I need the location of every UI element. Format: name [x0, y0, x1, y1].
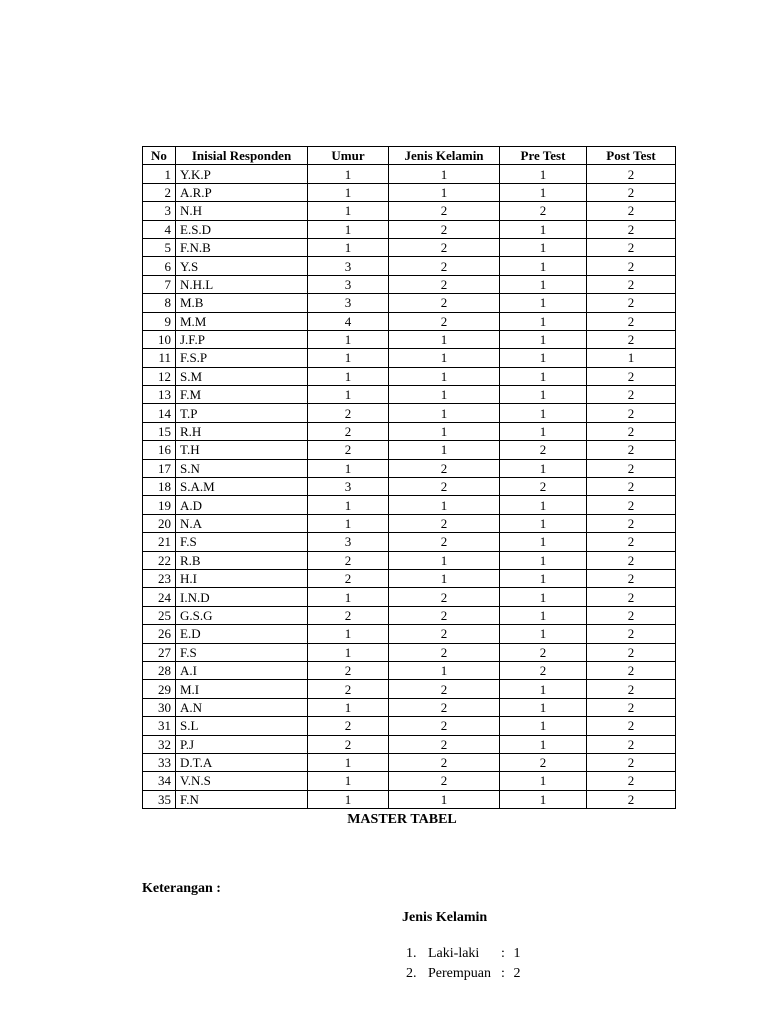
table-row — [143, 330, 676, 348]
cell-no: 9 — [143, 312, 176, 330]
cell-umur: 1 — [308, 165, 389, 183]
cell-no: 22 — [143, 551, 176, 569]
cell-no: 33 — [143, 753, 176, 771]
cell-inisial: F.S — [176, 643, 308, 661]
cell-pre-test: 1 — [500, 275, 587, 293]
cell-jenis-kelamin: 2 — [389, 294, 500, 312]
header-jenis-kelamin: Jenis Kelamin — [389, 147, 500, 165]
cell-inisial: E.S.D — [176, 220, 308, 238]
cell-inisial: G.S.G — [176, 606, 308, 624]
cell-pre-test: 1 — [500, 422, 587, 440]
cell-umur: 3 — [308, 275, 389, 293]
cell-post-test: 2 — [587, 698, 676, 716]
table-row — [143, 625, 676, 643]
jenis-kelamin-title: Jenis Kelamin — [402, 910, 488, 925]
cell-jenis-kelamin: 2 — [389, 735, 500, 753]
cell-umur: 2 — [308, 606, 389, 624]
table-row — [143, 459, 676, 477]
cell-inisial: E.D — [176, 625, 308, 643]
cell-jenis-kelamin: 1 — [389, 422, 500, 440]
cell-no: 17 — [143, 459, 176, 477]
table-row — [143, 165, 676, 183]
cell-jenis-kelamin: 1 — [389, 551, 500, 569]
cell-pre-test: 1 — [500, 165, 587, 183]
cell-umur: 2 — [308, 680, 389, 698]
table-row — [143, 735, 676, 753]
table-header-row — [143, 147, 676, 165]
cell-no: 32 — [143, 735, 176, 753]
cell-inisial: S.M — [176, 367, 308, 385]
table-row — [143, 220, 676, 238]
cell-pre-test: 1 — [500, 367, 587, 385]
cell-umur: 1 — [308, 238, 389, 256]
cell-umur: 2 — [308, 717, 389, 735]
cell-post-test: 2 — [587, 606, 676, 624]
cell-jenis-kelamin: 2 — [389, 698, 500, 716]
cell-inisial: H.I — [176, 569, 308, 587]
cell-jenis-kelamin: 1 — [389, 569, 500, 587]
cell-post-test: 2 — [587, 422, 676, 440]
cell-umur: 1 — [308, 459, 389, 477]
table-row — [143, 717, 676, 735]
cell-jenis-kelamin: 2 — [389, 257, 500, 275]
cell-post-test: 2 — [587, 202, 676, 220]
cell-jenis-kelamin: 1 — [389, 386, 500, 404]
table-row — [143, 478, 676, 496]
cell-inisial: R.H — [176, 422, 308, 440]
cell-pre-test: 1 — [500, 183, 587, 201]
cell-umur: 1 — [308, 202, 389, 220]
cell-pre-test: 1 — [500, 514, 587, 532]
cell-pre-test: 1 — [500, 698, 587, 716]
keterangan-label: Keterangan : — [142, 881, 221, 896]
cell-pre-test: 1 — [500, 772, 587, 790]
legend-item — [406, 944, 521, 964]
cell-umur: 1 — [308, 588, 389, 606]
cell-post-test: 2 — [587, 367, 676, 385]
cell-post-test: 2 — [587, 220, 676, 238]
cell-no: 26 — [143, 625, 176, 643]
cell-jenis-kelamin: 2 — [389, 625, 500, 643]
cell-pre-test: 1 — [500, 330, 587, 348]
cell-pre-test: 1 — [500, 386, 587, 404]
cell-post-test: 2 — [587, 772, 676, 790]
cell-inisial: F.S.P — [176, 349, 308, 367]
cell-post-test: 2 — [587, 625, 676, 643]
cell-pre-test: 2 — [500, 202, 587, 220]
cell-jenis-kelamin: 2 — [389, 275, 500, 293]
master-table — [142, 146, 676, 809]
table-row — [143, 588, 676, 606]
cell-post-test: 2 — [587, 183, 676, 201]
cell-umur: 1 — [308, 183, 389, 201]
table-row — [143, 661, 676, 679]
cell-inisial: S.L — [176, 717, 308, 735]
cell-umur: 3 — [308, 257, 389, 275]
table-row — [143, 238, 676, 256]
table-row — [143, 533, 676, 551]
table-row — [143, 422, 676, 440]
cell-umur: 3 — [308, 533, 389, 551]
cell-pre-test: 1 — [500, 569, 587, 587]
legend-item — [406, 964, 521, 984]
cell-pre-test: 1 — [500, 294, 587, 312]
cell-jenis-kelamin: 2 — [389, 533, 500, 551]
cell-no: 4 — [143, 220, 176, 238]
cell-post-test: 2 — [587, 404, 676, 422]
table-caption: MASTER TABEL — [347, 812, 457, 827]
cell-umur: 1 — [308, 772, 389, 790]
cell-post-test: 2 — [587, 735, 676, 753]
cell-no: 34 — [143, 772, 176, 790]
table-row — [143, 551, 676, 569]
cell-umur: 2 — [308, 735, 389, 753]
cell-no: 14 — [143, 404, 176, 422]
cell-post-test: 2 — [587, 441, 676, 459]
cell-post-test: 2 — [587, 643, 676, 661]
table-body — [143, 165, 676, 809]
cell-umur: 1 — [308, 220, 389, 238]
cell-pre-test: 1 — [500, 717, 587, 735]
cell-post-test: 2 — [587, 514, 676, 532]
cell-jenis-kelamin: 1 — [389, 183, 500, 201]
cell-jenis-kelamin: 1 — [389, 496, 500, 514]
cell-no: 2 — [143, 183, 176, 201]
table-row — [143, 772, 676, 790]
table-row — [143, 643, 676, 661]
table-row — [143, 275, 676, 293]
table-row — [143, 404, 676, 422]
cell-post-test: 2 — [587, 275, 676, 293]
table-row — [143, 698, 676, 716]
cell-pre-test: 1 — [500, 238, 587, 256]
table-row — [143, 514, 676, 532]
table-row — [143, 606, 676, 624]
cell-jenis-kelamin: 2 — [389, 238, 500, 256]
cell-pre-test: 1 — [500, 459, 587, 477]
cell-no: 35 — [143, 790, 176, 808]
header-inisial-responden: Inisial Responden — [176, 147, 308, 165]
cell-umur: 2 — [308, 441, 389, 459]
cell-jenis-kelamin: 2 — [389, 772, 500, 790]
cell-pre-test: 1 — [500, 404, 587, 422]
cell-pre-test: 1 — [500, 551, 587, 569]
cell-no: 23 — [143, 569, 176, 587]
cell-jenis-kelamin: 2 — [389, 753, 500, 771]
cell-pre-test: 2 — [500, 441, 587, 459]
cell-jenis-kelamin: 1 — [389, 661, 500, 679]
table-row — [143, 202, 676, 220]
cell-inisial: F.M — [176, 386, 308, 404]
cell-no: 15 — [143, 422, 176, 440]
table-row — [143, 349, 676, 367]
cell-no: 24 — [143, 588, 176, 606]
cell-pre-test: 1 — [500, 588, 587, 606]
cell-jenis-kelamin: 2 — [389, 680, 500, 698]
cell-pre-test: 1 — [500, 533, 587, 551]
cell-jenis-kelamin: 2 — [389, 643, 500, 661]
cell-jenis-kelamin: 2 — [389, 220, 500, 238]
cell-inisial: J.F.P — [176, 330, 308, 348]
cell-umur: 1 — [308, 367, 389, 385]
cell-no: 3 — [143, 202, 176, 220]
cell-jenis-kelamin: 1 — [389, 330, 500, 348]
cell-pre-test: 2 — [500, 478, 587, 496]
cell-inisial: T.H — [176, 441, 308, 459]
cell-umur: 2 — [308, 422, 389, 440]
cell-no: 27 — [143, 643, 176, 661]
cell-umur: 1 — [308, 790, 389, 808]
legend-item-label: Perempuan — [428, 966, 491, 981]
cell-inisial: N.A — [176, 514, 308, 532]
cell-inisial: N.H.L — [176, 275, 308, 293]
cell-umur: 1 — [308, 386, 389, 404]
cell-pre-test: 2 — [500, 643, 587, 661]
cell-post-test: 2 — [587, 238, 676, 256]
cell-post-test: 2 — [587, 312, 676, 330]
cell-pre-test: 1 — [500, 312, 587, 330]
cell-post-test: 2 — [587, 478, 676, 496]
cell-umur: 1 — [308, 643, 389, 661]
jenis-kelamin-legend — [406, 944, 521, 984]
cell-jenis-kelamin: 2 — [389, 459, 500, 477]
cell-jenis-kelamin: 1 — [389, 349, 500, 367]
cell-no: 6 — [143, 257, 176, 275]
cell-no: 13 — [143, 386, 176, 404]
cell-inisial: D.T.A — [176, 753, 308, 771]
cell-no: 7 — [143, 275, 176, 293]
header-no: No — [143, 147, 176, 165]
cell-post-test: 2 — [587, 533, 676, 551]
cell-no: 29 — [143, 680, 176, 698]
cell-no: 18 — [143, 478, 176, 496]
cell-inisial: T.P — [176, 404, 308, 422]
cell-no: 16 — [143, 441, 176, 459]
cell-umur: 1 — [308, 514, 389, 532]
cell-inisial: N.H — [176, 202, 308, 220]
cell-jenis-kelamin: 2 — [389, 588, 500, 606]
legend-item-value: 2 — [513, 966, 521, 981]
table-row — [143, 680, 676, 698]
cell-inisial: F.N — [176, 790, 308, 808]
cell-inisial: Y.S — [176, 257, 308, 275]
legend-item-number: 2. — [406, 966, 417, 981]
cell-umur: 3 — [308, 294, 389, 312]
cell-inisial: A.I — [176, 661, 308, 679]
cell-inisial: A.D — [176, 496, 308, 514]
cell-post-test: 2 — [587, 753, 676, 771]
cell-no: 11 — [143, 349, 176, 367]
cell-no: 28 — [143, 661, 176, 679]
cell-umur: 3 — [308, 478, 389, 496]
cell-post-test: 2 — [587, 717, 676, 735]
cell-no: 31 — [143, 717, 176, 735]
legend-item-value: 1 — [513, 946, 521, 961]
cell-post-test: 2 — [587, 680, 676, 698]
table-row — [143, 753, 676, 771]
cell-jenis-kelamin: 2 — [389, 514, 500, 532]
cell-umur: 1 — [308, 496, 389, 514]
header-umur: Umur — [308, 147, 389, 165]
cell-post-test: 1 — [587, 349, 676, 367]
cell-post-test: 2 — [587, 790, 676, 808]
table-row — [143, 496, 676, 514]
cell-pre-test: 2 — [500, 753, 587, 771]
cell-umur: 1 — [308, 698, 389, 716]
cell-inisial: V.N.S — [176, 772, 308, 790]
table-row — [143, 367, 676, 385]
cell-umur: 1 — [308, 625, 389, 643]
cell-post-test: 2 — [587, 386, 676, 404]
cell-jenis-kelamin: 1 — [389, 165, 500, 183]
cell-post-test: 2 — [587, 165, 676, 183]
cell-pre-test: 1 — [500, 680, 587, 698]
cell-jenis-kelamin: 1 — [389, 404, 500, 422]
cell-post-test: 2 — [587, 257, 676, 275]
cell-jenis-kelamin: 2 — [389, 312, 500, 330]
cell-no: 8 — [143, 294, 176, 312]
cell-inisial: Y.K.P — [176, 165, 308, 183]
cell-post-test: 2 — [587, 459, 676, 477]
cell-no: 5 — [143, 238, 176, 256]
cell-post-test: 2 — [587, 330, 676, 348]
cell-pre-test: 1 — [500, 496, 587, 514]
cell-inisial: A.R.P — [176, 183, 308, 201]
table-row — [143, 441, 676, 459]
table-row — [143, 257, 676, 275]
table-row — [143, 386, 676, 404]
cell-post-test: 2 — [587, 496, 676, 514]
cell-jenis-kelamin: 1 — [389, 367, 500, 385]
cell-post-test: 2 — [587, 551, 676, 569]
cell-umur: 1 — [308, 330, 389, 348]
legend-item-separator: : — [501, 966, 505, 981]
header-post-test: Post Test — [587, 147, 676, 165]
cell-inisial: A.N — [176, 698, 308, 716]
table-row — [143, 183, 676, 201]
cell-pre-test: 1 — [500, 625, 587, 643]
cell-no: 30 — [143, 698, 176, 716]
cell-post-test: 2 — [587, 569, 676, 587]
cell-umur: 2 — [308, 661, 389, 679]
cell-inisial: M.M — [176, 312, 308, 330]
cell-jenis-kelamin: 1 — [389, 790, 500, 808]
cell-inisial: P.J — [176, 735, 308, 753]
cell-umur: 2 — [308, 569, 389, 587]
cell-no: 1 — [143, 165, 176, 183]
cell-umur: 1 — [308, 349, 389, 367]
table-row — [143, 312, 676, 330]
table-row — [143, 569, 676, 587]
legend-item-label: Laki-laki — [428, 946, 480, 961]
header-pre-test: Pre Test — [500, 147, 587, 165]
cell-pre-test: 1 — [500, 735, 587, 753]
cell-jenis-kelamin: 2 — [389, 478, 500, 496]
cell-pre-test: 2 — [500, 661, 587, 679]
cell-post-test: 2 — [587, 661, 676, 679]
cell-inisial: I.N.D — [176, 588, 308, 606]
cell-jenis-kelamin: 2 — [389, 202, 500, 220]
cell-jenis-kelamin: 1 — [389, 441, 500, 459]
table-row — [143, 294, 676, 312]
cell-umur: 2 — [308, 404, 389, 422]
cell-umur: 2 — [308, 551, 389, 569]
cell-pre-test: 1 — [500, 220, 587, 238]
cell-no: 20 — [143, 514, 176, 532]
cell-jenis-kelamin: 2 — [389, 606, 500, 624]
cell-pre-test: 1 — [500, 790, 587, 808]
cell-pre-test: 1 — [500, 257, 587, 275]
cell-inisial: F.S — [176, 533, 308, 551]
cell-post-test: 2 — [587, 588, 676, 606]
cell-pre-test: 1 — [500, 349, 587, 367]
cell-no: 19 — [143, 496, 176, 514]
cell-umur: 1 — [308, 753, 389, 771]
table-row — [143, 790, 676, 808]
legend-item-separator: : — [501, 946, 505, 961]
cell-inisial: S.A.M — [176, 478, 308, 496]
cell-umur: 4 — [308, 312, 389, 330]
cell-inisial: S.N — [176, 459, 308, 477]
legend-item-number: 1. — [406, 946, 417, 961]
cell-no: 12 — [143, 367, 176, 385]
cell-post-test: 2 — [587, 294, 676, 312]
cell-inisial: R.B — [176, 551, 308, 569]
cell-no: 10 — [143, 330, 176, 348]
cell-inisial: M.B — [176, 294, 308, 312]
cell-inisial: F.N.B — [176, 238, 308, 256]
cell-no: 21 — [143, 533, 176, 551]
cell-pre-test: 1 — [500, 606, 587, 624]
cell-inisial: M.I — [176, 680, 308, 698]
cell-jenis-kelamin: 2 — [389, 717, 500, 735]
cell-no: 25 — [143, 606, 176, 624]
